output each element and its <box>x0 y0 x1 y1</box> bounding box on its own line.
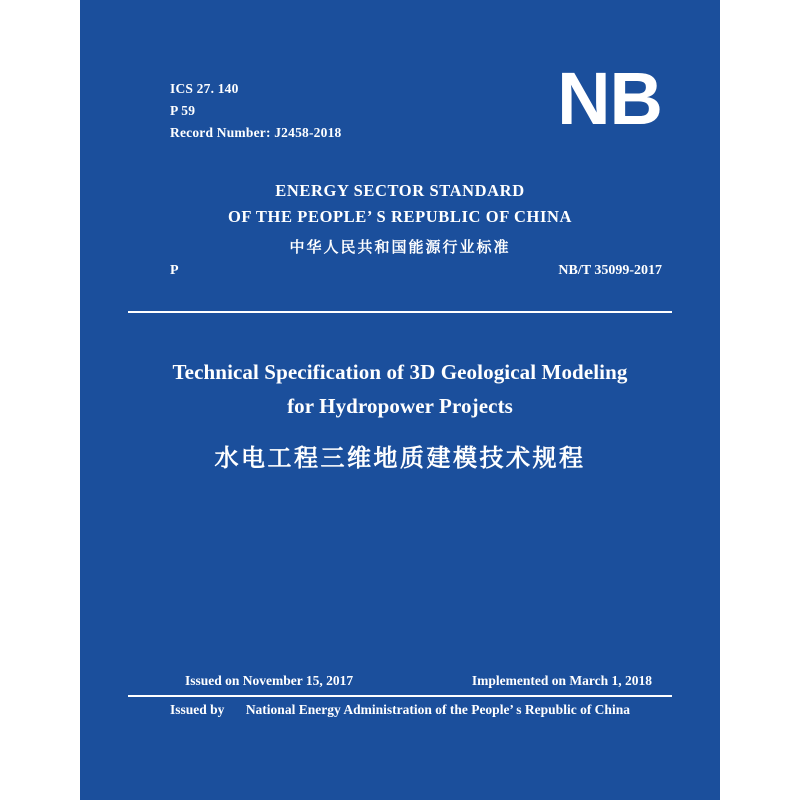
implementation-date: Implemented on March 1, 2018 <box>471 673 652 688</box>
issue-date: Issued on November 15, 2017 <box>185 673 354 688</box>
standard-title-line1: ENERGY SECTOR STANDARD <box>275 181 525 200</box>
issuing-organization: National Energy Administration of the People’ s Republic of China <box>245 702 630 717</box>
issued-by-label: Issued by <box>170 702 225 717</box>
standard-number: NB/T 35099-2017 <box>558 263 662 278</box>
ics-block <box>170 78 341 144</box>
issuer-row <box>80 702 720 718</box>
standard-cover-page <box>80 0 720 800</box>
record-number: Record Number: J2458-2018 <box>170 124 342 140</box>
dates-row <box>80 673 720 693</box>
standard-title-chinese: 中华人民共和国能源行业标准 <box>289 238 511 257</box>
main-title-chinese: 水电工程三维地质建模技术规程 <box>214 444 586 473</box>
standard-code-row <box>80 263 720 283</box>
cover-header <box>80 57 720 168</box>
classification-code: P 59 <box>170 102 196 118</box>
divider-top <box>128 311 672 313</box>
nb-logo: NB <box>557 57 662 140</box>
standard-title-line2: OF THE PEOPLE’ S REPUBLIC OF CHINA <box>227 206 573 226</box>
ics-number: ICS 27. 140 <box>170 81 239 96</box>
main-title-english-line1: Technical Specification of 3D Geological Modeling <box>172 360 628 384</box>
standard-title-block <box>80 178 720 257</box>
divider-bottom <box>128 695 672 697</box>
main-title-block <box>80 355 720 473</box>
category-code: P <box>170 263 179 278</box>
main-title-english-line2: for Hydropower Projects <box>287 394 513 419</box>
